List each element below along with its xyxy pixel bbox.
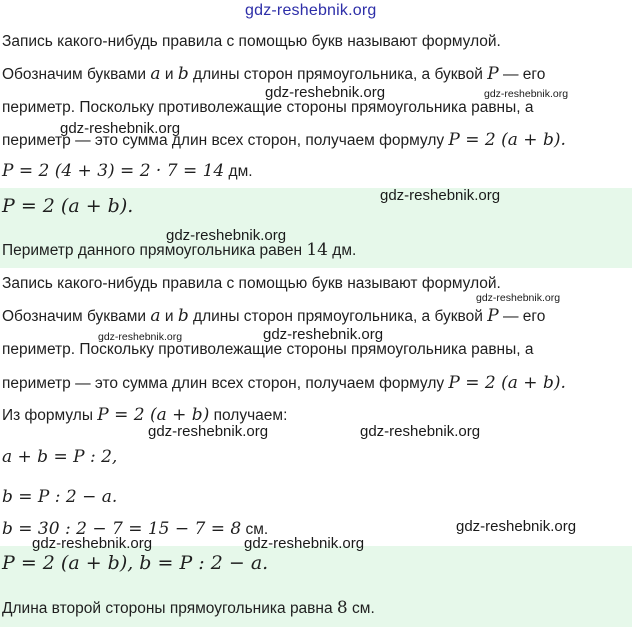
p2-l2-var-b: b: [177, 306, 189, 326]
p2-line-4: [2, 373, 566, 394]
p2-l2-b: и: [160, 308, 178, 325]
watermark: gdz-reshebnik.org: [244, 535, 365, 552]
p1-answer-formula: [2, 196, 133, 218]
p1-line-2: [2, 64, 545, 85]
p2-line-2: [2, 306, 545, 327]
p2-l2-var-p: P: [487, 306, 499, 326]
p1-l2-d: — его: [498, 66, 546, 83]
watermark: gdz-reshebnik.org: [263, 326, 384, 343]
p1-line-1: Запись какого-нибудь правила с помощью букв называют формулой.: [2, 33, 501, 50]
p1-l2-var-a: a: [150, 64, 161, 84]
p2-l5-a: Из формулы: [2, 407, 98, 424]
p2-l8-unit: см.: [241, 521, 269, 538]
p2-final-answer: [2, 598, 375, 619]
watermark: gdz-reshebnik.org: [166, 227, 287, 244]
watermark-top: gdz-reshebnik.org: [245, 2, 377, 19]
p1-line-5: [2, 161, 253, 182]
p2-l2-var-a: a: [150, 306, 161, 326]
p2-l2-d: — его: [498, 308, 546, 325]
watermark: gdz-reshebnik.org: [360, 423, 481, 440]
watermark: gdz-reshebnik.org: [148, 423, 269, 440]
p1-l5-unit: дм.: [224, 163, 253, 180]
watermark: gdz-reshebnik.org: [60, 120, 181, 137]
p1-l5-formula: P = 2 (4 + 3) = 2 · 7 = 14: [2, 161, 225, 181]
watermark: gdz-reshebnik.org: [265, 84, 386, 101]
p1-l2-var-p: P: [487, 64, 499, 84]
watermark: gdz-reshebnik.org: [484, 88, 569, 100]
p2-l8-formula: b = 30 : 2 − 7 = 15 − 7 = 8: [2, 519, 242, 539]
p1-l2-b: и: [160, 66, 178, 83]
p1-final-value: 14: [306, 240, 328, 260]
p2-answer-formula: [2, 553, 268, 575]
watermark: gdz-reshebnik.org: [98, 331, 183, 343]
p2-line-6: [2, 447, 117, 468]
watermark: gdz-reshebnik.org: [476, 292, 561, 304]
p2-l2-c: длины сторон прямоугольника, а буквой: [188, 308, 488, 325]
p2-l5-formula: P = 2 (a + b): [97, 405, 210, 425]
p1-final-text: Периметр данного прямоугольника равен: [2, 242, 307, 259]
watermark: gdz-reshebnik.org: [456, 518, 577, 535]
p1-l2-c: длины сторон прямоугольника, а буквой: [188, 66, 488, 83]
p2-final-value: 8: [336, 598, 348, 618]
p2-l7-formula: b = P : 2 − a.: [2, 487, 118, 507]
p1-line-3: периметр. Поскольку противолежащие стороны прямоугольника равны, а: [2, 99, 534, 116]
p2-l4-text: периметр — это сумма длин всех сторон, получаем формулу: [2, 375, 449, 392]
watermark: gdz-reshebnik.org: [32, 535, 153, 552]
p1-l2-a: Обозначим буквами: [2, 66, 151, 83]
p2-l5-b: получаем:: [209, 407, 288, 424]
p2-line-1: Запись какого-нибудь правила с помощью букв называют формулой.: [2, 275, 501, 292]
p2-answer-formula-text: P = 2 (a + b), b = P : 2 − a.: [2, 552, 269, 574]
p2-l4-formula: P = 2 (a + b).: [448, 373, 566, 393]
p2-final-unit: см.: [347, 600, 375, 617]
p2-l2-a: Обозначим буквами: [2, 308, 151, 325]
p1-final-unit: дм.: [327, 242, 357, 259]
watermark: gdz-reshebnik.org: [380, 187, 501, 204]
p2-final-text: Длина второй стороны прямоугольника равна: [2, 600, 337, 617]
p1-answer-formula-text: P = 2 (a + b).: [2, 195, 134, 217]
p2-line-7: [2, 487, 117, 508]
p2-l6-formula: a + b = P : 2,: [2, 447, 118, 467]
p1-l4-text: периметр — это сумма длин всех сторон, получаем формулу: [2, 132, 449, 149]
p1-l4-formula: P = 2 (a + b).: [448, 130, 566, 150]
p2-line-3: периметр. Поскольку противолежащие стороны прямоугольника равны, а: [2, 341, 534, 358]
p1-l2-var-b: b: [177, 64, 189, 84]
